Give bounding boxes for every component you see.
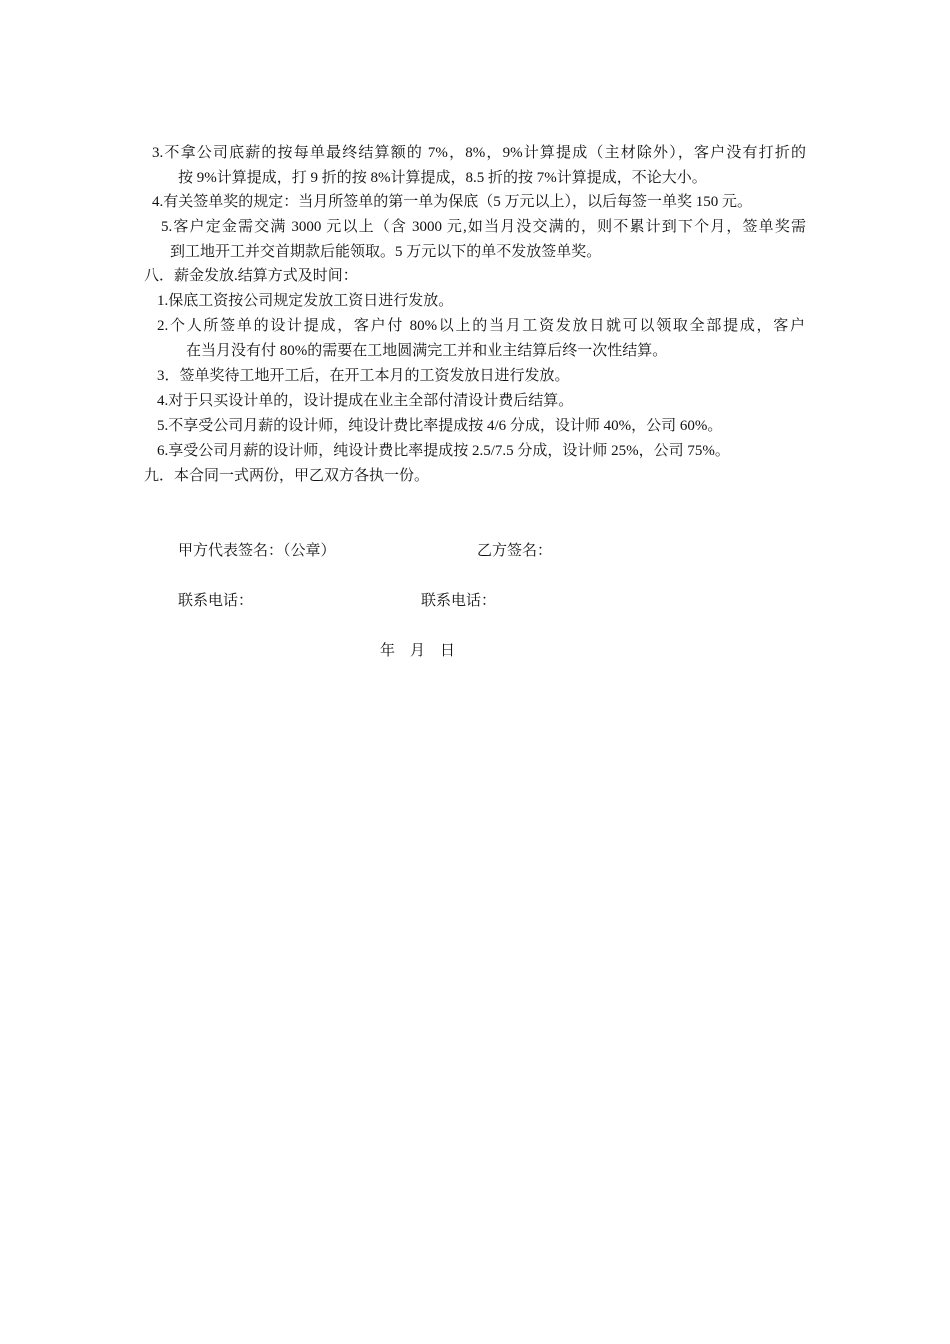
party-b-signature-label: 乙方签名： [477, 543, 553, 559]
party-a-phone-label: 联系电话： [178, 593, 254, 609]
section-8-item-2-line-1: 2.个人所签单的设计提成，客户付 80%以上的当月工资发放日就可以领取全部提成，客户 [157, 318, 805, 334]
section-8-item-5: 5.不享受公司月薪的设计师，纯设计费比率提成按 4/6 分成，设计师 40%，公司 60%。 [157, 418, 723, 434]
date-line: 年 月 日 [380, 643, 456, 659]
party-a-signature-label: 甲方代表签名：（公章） [178, 543, 336, 559]
clause-3-line-2: 按 9%计算提成，打 9 折的按 8%计算提成，8.5 折的按 7%计算提成，不论大小。 [178, 170, 707, 186]
section-9-heading: 九．本合同一式两份，甲乙双方各执一份。 [144, 468, 430, 484]
section-8-item-3: 3．签单奖待工地开工后，在开工本月的工资发放日进行发放。 [157, 368, 570, 384]
clause-5-line-1: 5.客户定金需交满 3000 元以上（含 3000 元,如当月没交满的，则不累计到下个月，签单奖需 [161, 219, 806, 235]
clause-5-line-2: 到工地开工并交首期款后能领取。5 万元以下的单不发放签单奖。 [170, 244, 602, 260]
party-b-phone-label: 联系电话： [421, 593, 497, 609]
section-8-heading: 八．薪金发放.结算方式及时间： [144, 268, 358, 284]
section-8-item-4: 4.对于只买设计单的，设计提成在业主全部付清设计费后结算。 [157, 393, 574, 409]
clause-3-line-1: 3.不拿公司底薪的按每单最终结算额的 7%，8%，9%计算提成（主材除外），客户没有打折的 [152, 145, 806, 161]
clause-4-line-1: 4.有关签单奖的规定：当月所签单的第一单为保底（5 万元以上），以后每签一单奖 150 元。 [152, 194, 753, 210]
section-8-item-6: 6.享受公司月薪的设计师，纯设计费比率提成按 2.5/7.5 分成，设计师 25%，公司 75%。 [157, 443, 730, 459]
section-8-item-1: 1.保底工资按公司规定发放工资日进行发放。 [157, 293, 454, 309]
section-8-item-2-line-2: 在当月没有付 80%的需要在工地圆满完工并和业主结算后终一次性结算。 [186, 343, 668, 359]
